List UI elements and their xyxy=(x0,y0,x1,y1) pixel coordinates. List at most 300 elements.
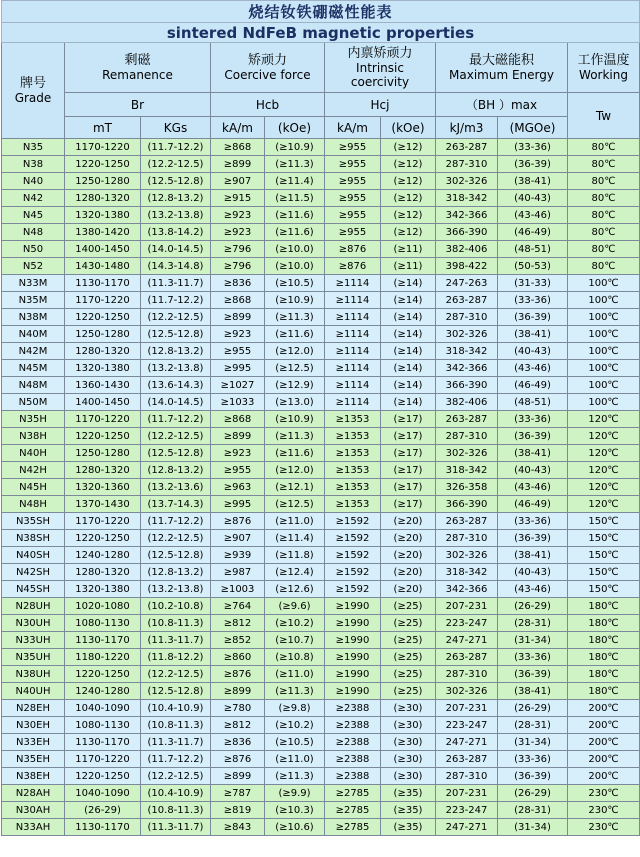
cell-hcj-kam: ≥876 xyxy=(325,258,381,275)
cell-br-kgs: (12.2-12.5) xyxy=(141,768,211,785)
cell-bhmax-kjm3: 302-326 xyxy=(436,547,498,564)
cell-working-temp: 100℃ xyxy=(568,343,640,360)
cell-bhmax-kjm3: 326-358 xyxy=(436,479,498,496)
cell-hcb-kam: ≥1027 xyxy=(211,377,265,394)
cell-br-mt: 1240-1280 xyxy=(65,547,141,564)
table-row xyxy=(2,190,640,207)
cell-bhmax-kjm3: 318-342 xyxy=(436,190,498,207)
cell-br-mt: 1220-1250 xyxy=(65,428,141,445)
cell-hcj-koe: (≥14) xyxy=(381,292,436,309)
cell-hcj-kam: ≥955 xyxy=(325,173,381,190)
cell-grade: N45SH xyxy=(2,581,65,598)
cell-bhmax-mgoe: (26-29) xyxy=(498,700,568,717)
cell-bhmax-kjm3: 247-271 xyxy=(436,632,498,649)
cell-hcb-koe: (≥10.9) xyxy=(265,411,325,428)
cell-hcj-kam: ≥1114 xyxy=(325,275,381,292)
cell-grade: N45M xyxy=(2,360,65,377)
cell-hcb-koe: (≥11.3) xyxy=(265,309,325,326)
cell-br-mt: 1320-1380 xyxy=(65,360,141,377)
cell-br-mt: 1380-1420 xyxy=(65,224,141,241)
coercive-header-english: Coercive force xyxy=(224,67,311,82)
cell-hcb-koe: (≥10.6) xyxy=(265,819,325,836)
cell-hcb-koe: (≥10.5) xyxy=(265,734,325,751)
cell-hcj-koe: (≥17) xyxy=(381,445,436,462)
title-english: sintered NdFeB magnetic properties xyxy=(2,23,640,43)
cell-hcb-koe: (≥12.4) xyxy=(265,564,325,581)
cell-br-kgs: (12.2-12.5) xyxy=(141,666,211,683)
cell-hcj-koe: (≥20) xyxy=(381,564,436,581)
table-row xyxy=(2,768,640,785)
table-row xyxy=(2,411,640,428)
cell-hcb-kam: ≥923 xyxy=(211,207,265,224)
energy-header xyxy=(436,43,568,93)
cell-hcb-koe: (≥11.4) xyxy=(265,173,325,190)
cell-hcb-koe: (≥11.3) xyxy=(265,428,325,445)
symbol-br: Br xyxy=(65,93,211,117)
cell-hcb-kam: ≥915 xyxy=(211,190,265,207)
cell-grade: N38SH xyxy=(2,530,65,547)
cell-bhmax-mgoe: (43-46) xyxy=(498,581,568,598)
cell-working-temp: 80℃ xyxy=(568,173,640,190)
cell-bhmax-mgoe: (28-31) xyxy=(498,615,568,632)
cell-hcj-koe: (≥11) xyxy=(381,258,436,275)
cell-grade: N30UH xyxy=(2,615,65,632)
cell-bhmax-kjm3: 398-422 xyxy=(436,258,498,275)
cell-hcb-koe: (≥10.0) xyxy=(265,258,325,275)
cell-hcb-koe: (≥10.0) xyxy=(265,241,325,258)
cell-br-mt: 1040-1090 xyxy=(65,700,141,717)
cell-hcj-koe: (≥14) xyxy=(381,309,436,326)
cell-hcb-kam: ≥876 xyxy=(211,666,265,683)
cell-hcb-kam: ≥955 xyxy=(211,343,265,360)
cell-grade: N28EH xyxy=(2,700,65,717)
cell-hcj-kam: ≥2785 xyxy=(325,802,381,819)
cell-hcj-koe: (≥30) xyxy=(381,751,436,768)
table-row xyxy=(2,343,640,360)
cell-hcj-kam: ≥1353 xyxy=(325,428,381,445)
table-row xyxy=(2,258,640,275)
cell-working-temp: 120℃ xyxy=(568,479,640,496)
cell-br-kgs: (10.8-11.3) xyxy=(141,615,211,632)
cell-bhmax-mgoe: (43-46) xyxy=(498,360,568,377)
cell-br-mt: 1020-1080 xyxy=(65,598,141,615)
cell-bhmax-kjm3: 207-231 xyxy=(436,785,498,802)
cell-hcj-kam: ≥1990 xyxy=(325,649,381,666)
cell-hcb-kam: ≥907 xyxy=(211,173,265,190)
cell-hcb-kam: ≥812 xyxy=(211,717,265,734)
cell-bhmax-mgoe: (38-41) xyxy=(498,445,568,462)
cell-br-kgs: (10.4-10.9) xyxy=(141,785,211,802)
cell-hcj-kam: ≥2785 xyxy=(325,819,381,836)
table-row xyxy=(2,326,640,343)
cell-hcj-koe: (≥12) xyxy=(381,156,436,173)
cell-hcb-kam: ≥876 xyxy=(211,513,265,530)
cell-bhmax-kjm3: 342-366 xyxy=(436,207,498,224)
cell-working-temp: 80℃ xyxy=(568,241,640,258)
cell-hcb-koe: (≥12.5) xyxy=(265,496,325,513)
cell-hcj-kam: ≥955 xyxy=(325,190,381,207)
cell-hcj-kam: ≥1592 xyxy=(325,530,381,547)
cell-br-mt: 1400-1450 xyxy=(65,394,141,411)
cell-working-temp: 230℃ xyxy=(568,785,640,802)
table-row xyxy=(2,683,640,700)
cell-working-temp: 230℃ xyxy=(568,819,640,836)
grade-header-chinese: 牌号 xyxy=(19,75,46,91)
table-row xyxy=(2,139,640,156)
cell-hcb-koe: (≥10.9) xyxy=(265,292,325,309)
cell-grade: N42SH xyxy=(2,564,65,581)
cell-grade: N38H xyxy=(2,428,65,445)
remanence-header xyxy=(65,43,211,93)
unit-ka-m-hcj: kA/m xyxy=(325,117,381,139)
cell-grade: N38 xyxy=(2,156,65,173)
cell-hcb-kam: ≥836 xyxy=(211,275,265,292)
cell-br-kgs: (11.7-12.2) xyxy=(141,751,211,768)
cell-br-mt: 1400-1450 xyxy=(65,241,141,258)
cell-working-temp: 180℃ xyxy=(568,649,640,666)
cell-hcb-koe: (≥12.0) xyxy=(265,462,325,479)
coercive-header xyxy=(211,43,325,93)
cell-br-kgs: (12.5-12.8) xyxy=(141,445,211,462)
table-row xyxy=(2,564,640,581)
cell-hcb-koe: (≥11.3) xyxy=(265,156,325,173)
cell-br-mt: 1370-1430 xyxy=(65,496,141,513)
cell-br-kgs: (13.8-14.2) xyxy=(141,224,211,241)
cell-br-kgs: (11.7-12.2) xyxy=(141,292,211,309)
cell-hcj-kam: ≥1114 xyxy=(325,309,381,326)
cell-br-mt: 1080-1130 xyxy=(65,717,141,734)
cell-hcb-koe: (≥10.5) xyxy=(265,275,325,292)
cell-br-mt: 1220-1250 xyxy=(65,156,141,173)
cell-working-temp: 200℃ xyxy=(568,768,640,785)
cell-hcb-kam: ≥923 xyxy=(211,326,265,343)
cell-hcb-koe: (≥12.6) xyxy=(265,581,325,598)
cell-hcj-koe: (≥14) xyxy=(381,377,436,394)
cell-grade: N33EH xyxy=(2,734,65,751)
cell-hcj-kam: ≥1353 xyxy=(325,445,381,462)
cell-hcj-kam: ≥1990 xyxy=(325,666,381,683)
cell-bhmax-kjm3: 247-271 xyxy=(436,734,498,751)
cell-hcb-kam: ≥899 xyxy=(211,768,265,785)
cell-br-kgs: (11.3-11.7) xyxy=(141,819,211,836)
cell-hcj-kam: ≥1114 xyxy=(325,326,381,343)
cell-hcj-koe: (≥25) xyxy=(381,649,436,666)
cell-br-kgs: (12.8-13.2) xyxy=(141,462,211,479)
cell-hcb-koe: (≥11.6) xyxy=(265,224,325,241)
cell-hcb-koe: (≥10.8) xyxy=(265,649,325,666)
cell-hcj-koe: (≥17) xyxy=(381,428,436,445)
cell-br-kgs: (11.3-11.7) xyxy=(141,734,211,751)
cell-hcj-koe: (≥14) xyxy=(381,275,436,292)
cell-bhmax-kjm3: 207-231 xyxy=(436,700,498,717)
unit-koe-hcb: (kOe) xyxy=(265,117,325,139)
cell-bhmax-kjm3: 366-390 xyxy=(436,224,498,241)
cell-br-mt: 1360-1430 xyxy=(65,377,141,394)
cell-bhmax-mgoe: (31-34) xyxy=(498,734,568,751)
cell-bhmax-mgoe: (36-39) xyxy=(498,309,568,326)
intrinsic-header-english-1: Intrinsic xyxy=(356,60,404,75)
cell-br-mt: 1220-1250 xyxy=(65,768,141,785)
cell-hcb-koe: (≥12.5) xyxy=(265,360,325,377)
cell-bhmax-mgoe: (31-33) xyxy=(498,275,568,292)
cell-bhmax-kjm3: 318-342 xyxy=(436,564,498,581)
cell-br-mt: 1170-1220 xyxy=(65,513,141,530)
cell-working-temp: 120℃ xyxy=(568,411,640,428)
cell-hcj-kam: ≥2388 xyxy=(325,734,381,751)
cell-hcb-kam: ≥1003 xyxy=(211,581,265,598)
cell-working-temp: 180℃ xyxy=(568,632,640,649)
cell-hcb-koe: (≥9.9) xyxy=(265,785,325,802)
cell-br-mt: 1240-1280 xyxy=(65,683,141,700)
cell-br-kgs: (14.3-14.8) xyxy=(141,258,211,275)
cell-bhmax-kjm3: 287-310 xyxy=(436,309,498,326)
cell-hcb-koe: (≥10.7) xyxy=(265,632,325,649)
cell-br-kgs: (13.2-13.8) xyxy=(141,360,211,377)
grade-header xyxy=(2,43,65,139)
cell-hcj-koe: (≥35) xyxy=(381,819,436,836)
cell-grade: N33AH xyxy=(2,819,65,836)
cell-working-temp: 100℃ xyxy=(568,326,640,343)
table-row xyxy=(2,734,640,751)
cell-hcb-kam: ≥868 xyxy=(211,139,265,156)
cell-hcb-kam: ≥843 xyxy=(211,819,265,836)
cell-hcj-koe: (≥17) xyxy=(381,479,436,496)
table-row xyxy=(2,547,640,564)
cell-hcb-koe: (≥9.8) xyxy=(265,700,325,717)
cell-br-kgs: (10.8-11.3) xyxy=(141,802,211,819)
table-row xyxy=(2,598,640,615)
cell-br-kgs: (12.8-13.2) xyxy=(141,343,211,360)
cell-hcj-kam: ≥1592 xyxy=(325,564,381,581)
cell-working-temp: 100℃ xyxy=(568,377,640,394)
table-row xyxy=(2,717,640,734)
cell-bhmax-mgoe: (26-29) xyxy=(498,598,568,615)
cell-br-kgs: (10.4-10.9) xyxy=(141,700,211,717)
table-row xyxy=(2,445,640,462)
cell-br-mt: 1170-1220 xyxy=(65,292,141,309)
cell-hcj-kam: ≥1990 xyxy=(325,683,381,700)
table-row xyxy=(2,224,640,241)
cell-hcj-kam: ≥1353 xyxy=(325,479,381,496)
cell-grade: N48 xyxy=(2,224,65,241)
cell-bhmax-kjm3: 302-326 xyxy=(436,326,498,343)
cell-hcb-kam: ≥907 xyxy=(211,530,265,547)
cell-br-mt: 1320-1380 xyxy=(65,207,141,224)
table-row xyxy=(2,496,640,513)
cell-hcb-kam: ≥923 xyxy=(211,445,265,462)
cell-grade: N40H xyxy=(2,445,65,462)
cell-hcj-kam: ≥1353 xyxy=(325,496,381,513)
cell-bhmax-kjm3: 247-271 xyxy=(436,819,498,836)
table-row xyxy=(2,581,640,598)
table-row xyxy=(2,292,640,309)
cell-grade: N38M xyxy=(2,309,65,326)
cell-br-mt: 1220-1250 xyxy=(65,309,141,326)
cell-br-kgs: (12.2-12.5) xyxy=(141,530,211,547)
cell-working-temp: 100℃ xyxy=(568,394,640,411)
cell-grade: N33UH xyxy=(2,632,65,649)
cell-working-temp: 150℃ xyxy=(568,530,640,547)
symbol-hcj: Hcj xyxy=(325,93,436,117)
cell-working-temp: 200℃ xyxy=(568,734,640,751)
cell-bhmax-mgoe: (36-39) xyxy=(498,768,568,785)
cell-br-mt: 1280-1320 xyxy=(65,190,141,207)
cell-hcj-koe: (≥17) xyxy=(381,462,436,479)
cell-bhmax-kjm3: 263-287 xyxy=(436,513,498,530)
cell-grade: N52 xyxy=(2,258,65,275)
properties-table xyxy=(1,0,640,836)
cell-working-temp: 120℃ xyxy=(568,445,640,462)
cell-hcj-kam: ≥2785 xyxy=(325,785,381,802)
unit-koe-hcj: (kOe) xyxy=(381,117,436,139)
table-row xyxy=(2,241,640,258)
table-row xyxy=(2,700,640,717)
cell-bhmax-mgoe: (31-34) xyxy=(498,632,568,649)
cell-working-temp: 100℃ xyxy=(568,292,640,309)
cell-working-temp: 100℃ xyxy=(568,360,640,377)
cell-hcb-kam: ≥780 xyxy=(211,700,265,717)
cell-working-temp: 180℃ xyxy=(568,666,640,683)
cell-bhmax-mgoe: (26-29) xyxy=(498,785,568,802)
cell-br-mt: 1130-1170 xyxy=(65,632,141,649)
intrinsic-header-chinese: 内禀矫顽力 xyxy=(347,45,413,61)
cell-bhmax-kjm3: 318-342 xyxy=(436,343,498,360)
cell-working-temp: 100℃ xyxy=(568,309,640,326)
cell-br-kgs: (12.5-12.8) xyxy=(141,173,211,190)
cell-hcb-kam: ≥860 xyxy=(211,649,265,666)
cell-hcb-kam: ≥955 xyxy=(211,462,265,479)
cell-hcb-koe: (≥11.6) xyxy=(265,326,325,343)
cell-hcb-koe: (≥9.6) xyxy=(265,598,325,615)
cell-hcj-koe: (≥20) xyxy=(381,581,436,598)
cell-grade: N35EH xyxy=(2,751,65,768)
cell-bhmax-mgoe: (43-46) xyxy=(498,479,568,496)
cell-hcj-kam: ≥1592 xyxy=(325,581,381,598)
cell-bhmax-mgoe: (36-39) xyxy=(498,428,568,445)
cell-br-mt: 1040-1090 xyxy=(65,785,141,802)
cell-grade: N35SH xyxy=(2,513,65,530)
cell-grade: N40SH xyxy=(2,547,65,564)
cell-working-temp: 180℃ xyxy=(568,598,640,615)
intrinsic-header xyxy=(325,43,436,93)
cell-grade: N33M xyxy=(2,275,65,292)
cell-hcj-kam: ≥955 xyxy=(325,207,381,224)
cell-hcb-kam: ≥764 xyxy=(211,598,265,615)
cell-hcb-koe: (≥12.9) xyxy=(265,377,325,394)
cell-br-mt: 1170-1220 xyxy=(65,411,141,428)
cell-br-mt: 1280-1320 xyxy=(65,564,141,581)
cell-hcb-kam: ≥1033 xyxy=(211,394,265,411)
cell-br-kgs: (11.7-12.2) xyxy=(141,139,211,156)
cell-hcb-kam: ≥899 xyxy=(211,683,265,700)
unit-kgs: KGs xyxy=(141,117,211,139)
cell-br-mt: 1080-1130 xyxy=(65,615,141,632)
cell-grade: N35UH xyxy=(2,649,65,666)
cell-bhmax-mgoe: (48-51) xyxy=(498,241,568,258)
cell-grade: N35 xyxy=(2,139,65,156)
cell-br-kgs: (10.2-10.8) xyxy=(141,598,211,615)
cell-bhmax-mgoe: (33-36) xyxy=(498,649,568,666)
cell-bhmax-kjm3: 382-406 xyxy=(436,394,498,411)
cell-bhmax-mgoe: (40-43) xyxy=(498,343,568,360)
cell-working-temp: 80℃ xyxy=(568,190,640,207)
table-row xyxy=(2,360,640,377)
cell-hcb-kam: ≥899 xyxy=(211,156,265,173)
cell-bhmax-mgoe: (48-51) xyxy=(498,394,568,411)
cell-working-temp: 200℃ xyxy=(568,700,640,717)
cell-hcb-koe: (≥10.3) xyxy=(265,802,325,819)
cell-br-kgs: (12.2-12.5) xyxy=(141,156,211,173)
cell-hcj-koe: (≥30) xyxy=(381,734,436,751)
cell-hcj-koe: (≥14) xyxy=(381,394,436,411)
cell-bhmax-kjm3: 382-406 xyxy=(436,241,498,258)
cell-bhmax-kjm3: 342-366 xyxy=(436,581,498,598)
cell-grade: N30AH xyxy=(2,802,65,819)
unit-kj-m3: kJ/m3 xyxy=(436,117,498,139)
cell-hcj-koe: (≥25) xyxy=(381,632,436,649)
cell-hcb-kam: ≥868 xyxy=(211,411,265,428)
cell-hcj-koe: (≥25) xyxy=(381,615,436,632)
cell-hcj-koe: (≥12) xyxy=(381,190,436,207)
cell-hcj-kam: ≥1114 xyxy=(325,343,381,360)
cell-grade: N35H xyxy=(2,411,65,428)
cell-hcb-kam: ≥812 xyxy=(211,615,265,632)
cell-grade: N50M xyxy=(2,394,65,411)
cell-bhmax-kjm3: 318-342 xyxy=(436,462,498,479)
cell-br-mt: (26-29) xyxy=(65,802,141,819)
cell-bhmax-kjm3: 263-287 xyxy=(436,292,498,309)
table-row xyxy=(2,785,640,802)
cell-bhmax-kjm3: 247-263 xyxy=(436,275,498,292)
cell-bhmax-mgoe: (28-31) xyxy=(498,717,568,734)
cell-hcj-kam: ≥1353 xyxy=(325,462,381,479)
cell-working-temp: 150℃ xyxy=(568,513,640,530)
cell-br-kgs: (13.7-14.3) xyxy=(141,496,211,513)
table-row xyxy=(2,615,640,632)
cell-grade: N45H xyxy=(2,479,65,496)
cell-bhmax-mgoe: (50-53) xyxy=(498,258,568,275)
cell-working-temp: 150℃ xyxy=(568,564,640,581)
cell-grade: N35M xyxy=(2,292,65,309)
cell-hcj-koe: (≥11) xyxy=(381,241,436,258)
cell-hcj-kam: ≥2388 xyxy=(325,751,381,768)
cell-hcb-kam: ≥939 xyxy=(211,547,265,564)
cell-hcj-koe: (≥30) xyxy=(381,768,436,785)
cell-hcj-koe: (≥20) xyxy=(381,530,436,547)
cell-grade: N40M xyxy=(2,326,65,343)
cell-hcb-koe: (≥11.6) xyxy=(265,445,325,462)
cell-hcb-koe: (≥11.0) xyxy=(265,513,325,530)
table-row xyxy=(2,802,640,819)
cell-working-temp: 200℃ xyxy=(568,751,640,768)
cell-br-mt: 1130-1170 xyxy=(65,275,141,292)
cell-br-mt: 1320-1360 xyxy=(65,479,141,496)
cell-hcb-koe: (≥11.0) xyxy=(265,666,325,683)
cell-hcb-koe: (≥12.1) xyxy=(265,479,325,496)
cell-bhmax-mgoe: (28-31) xyxy=(498,802,568,819)
cell-bhmax-kjm3: 302-326 xyxy=(436,445,498,462)
cell-hcj-kam: ≥1114 xyxy=(325,394,381,411)
cell-hcj-koe: (≥20) xyxy=(381,513,436,530)
cell-br-mt: 1130-1170 xyxy=(65,819,141,836)
cell-hcj-kam: ≥955 xyxy=(325,156,381,173)
cell-working-temp: 80℃ xyxy=(568,258,640,275)
cell-hcj-kam: ≥1990 xyxy=(325,598,381,615)
cell-hcj-koe: (≥12) xyxy=(381,224,436,241)
cell-bhmax-mgoe: (38-41) xyxy=(498,173,568,190)
cell-working-temp: 80℃ xyxy=(568,139,640,156)
cell-bhmax-kjm3: 223-247 xyxy=(436,802,498,819)
